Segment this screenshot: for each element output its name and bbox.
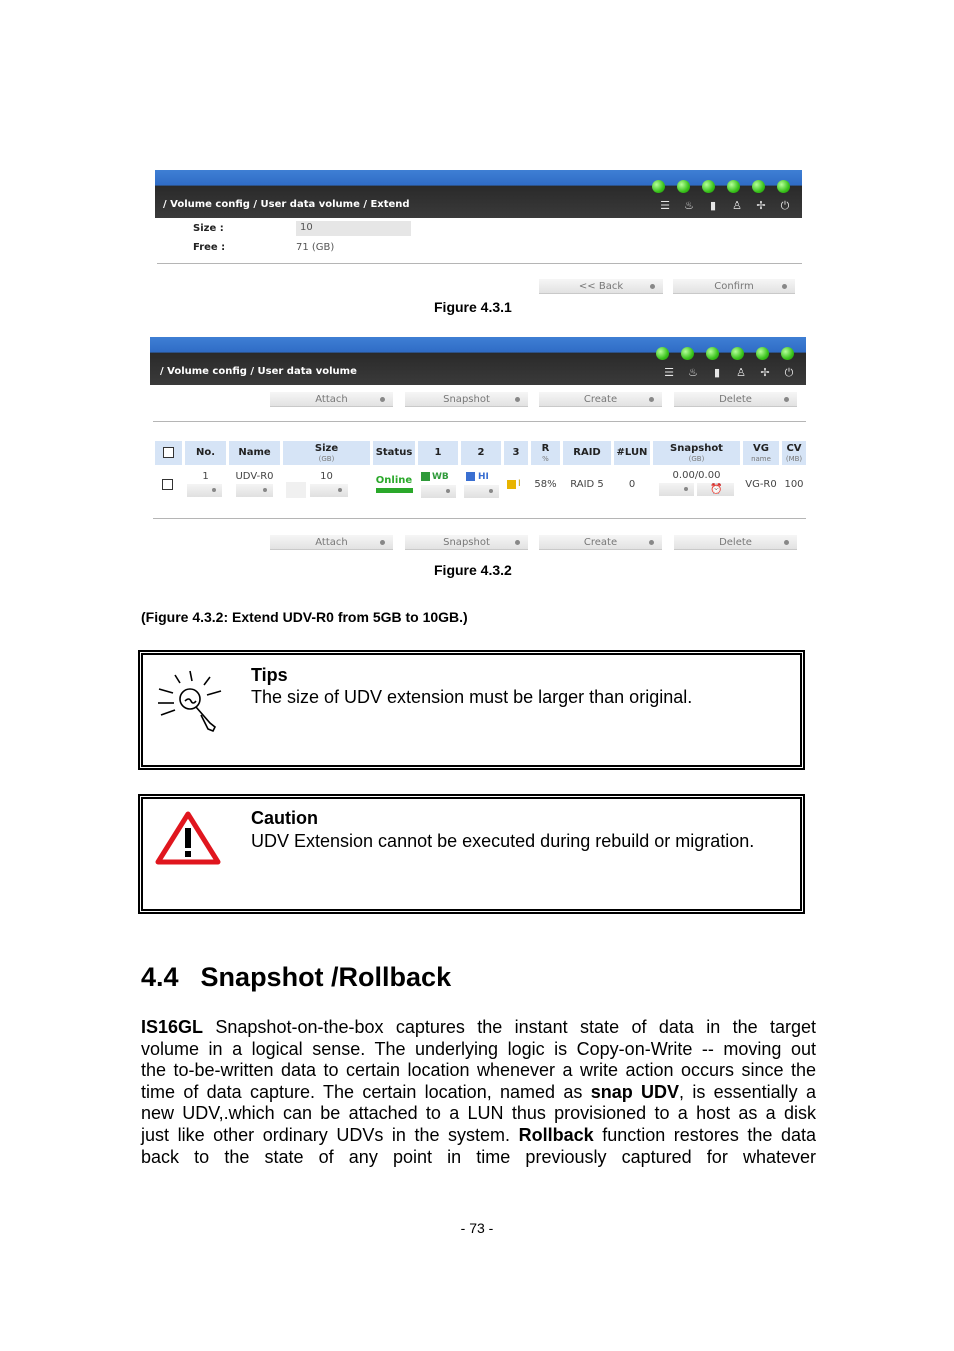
status-led-icon — [727, 180, 740, 193]
no-dropdown[interactable] — [187, 484, 222, 497]
snapshot-button-label: Snapshot — [443, 537, 490, 548]
text-run: the to-be-written data to certain location whenever a write action occurs since the — [141, 1060, 816, 1081]
paragraph-line — [141, 1147, 816, 1169]
column-header-snapshot[interactable] — [653, 441, 740, 465]
column-header-snapshot-unit: (GB) — [688, 455, 705, 463]
create-button-label: Create — [583, 394, 618, 405]
caution-text: UDV Extension cannot be executed during rebuild or migration. — [251, 831, 755, 851]
tips-box — [138, 650, 805, 770]
text-run: , is essentially a — [679, 1081, 816, 1102]
column-header-cv[interactable] — [782, 441, 806, 465]
figure-caption: Figure 4.3.2 — [434, 562, 512, 578]
create-button-bottom[interactable] — [539, 535, 662, 550]
status-leds — [652, 180, 790, 193]
text-run: back to the state of any point in time previously captured for whatever — [141, 1146, 816, 1167]
fan-icon[interactable]: ✢ — [760, 366, 770, 379]
system-icons — [662, 366, 796, 380]
lightbulb-icon — [155, 667, 225, 733]
delete-button-bottom[interactable] — [674, 535, 797, 550]
status-led-icon — [652, 180, 665, 193]
figure2-header-bar — [150, 337, 806, 385]
figure1-header-bar — [155, 170, 802, 218]
system-icons — [658, 199, 792, 213]
figure-note: (Figure 4.3.2: Extend UDV-R0 from 5GB to 10GB.) — [141, 609, 468, 625]
figure-caption: Figure 4.3.1 — [434, 299, 512, 315]
cell-no: 1 — [202, 471, 209, 482]
cell-lun: 0 — [628, 479, 636, 490]
divider — [157, 263, 802, 264]
size-input-value: 10 — [300, 222, 313, 233]
size-input[interactable] — [296, 221, 411, 236]
create-button[interactable] — [539, 392, 662, 407]
thermometer-icon[interactable]: ♨ — [684, 199, 694, 212]
column-header-status[interactable]: Status — [373, 441, 415, 465]
column-header-size[interactable] — [283, 441, 370, 465]
paragraph-line — [141, 1060, 816, 1082]
status-led-icon — [702, 180, 715, 193]
column-header-no[interactable]: No. — [185, 441, 226, 465]
text-run: volume in a logical sense. The underlying logic is Copy-on-Write -- moving out — [141, 1038, 816, 1059]
paragraph-line — [141, 1017, 816, 1039]
power-supply-icon[interactable]: ▮ — [709, 199, 717, 212]
cell-vg-name[interactable]: VG-R0 — [745, 479, 777, 490]
status-led-icon — [781, 347, 794, 360]
back-button[interactable] — [539, 279, 663, 294]
power-supply-icon[interactable]: ▮ — [713, 366, 721, 379]
bold-term: Rollback — [518, 1124, 594, 1145]
text-run: just like other ordinary UDVs in the system. — [141, 1124, 519, 1145]
confirm-button[interactable] — [673, 279, 795, 294]
priority-dropdown[interactable] — [464, 485, 499, 498]
status-led-icon — [677, 180, 690, 193]
snapshot-button[interactable] — [405, 392, 528, 407]
section-number: 4.4 — [141, 962, 179, 992]
column-header-vg-label: VG — [753, 443, 769, 454]
column-header-1[interactable]: 1 — [418, 441, 458, 465]
column-header-vg-unit: name — [751, 455, 771, 463]
size-blank — [286, 482, 306, 498]
cell-name[interactable]: UDV-R0 — [235, 471, 274, 482]
cell-cv: 100 — [784, 479, 804, 490]
status-led-icon — [706, 347, 719, 360]
paragraph-line — [141, 1082, 816, 1104]
paragraph-line — [141, 1125, 816, 1147]
divider — [153, 421, 806, 422]
tips-text: The size of UDV extension must be larger than original. — [251, 687, 693, 707]
column-header-name[interactable]: Name — [229, 441, 280, 465]
status-led-icon — [656, 347, 669, 360]
free-label: Free : — [193, 242, 226, 253]
attach-button-label: Attach — [315, 394, 348, 405]
column-header-r[interactable] — [531, 441, 560, 465]
divider — [153, 518, 806, 519]
column-header-raid[interactable]: RAID — [563, 441, 611, 465]
size-dropdown[interactable] — [310, 484, 348, 497]
size-label: Size : — [193, 223, 224, 234]
text-run: function restores the data — [593, 1124, 816, 1145]
delete-button-label: Delete — [719, 537, 752, 548]
body-paragraph — [141, 1017, 816, 1168]
write-back-icon — [421, 472, 430, 481]
column-header-2[interactable]: 2 — [461, 441, 501, 465]
header-select-all — [155, 441, 182, 465]
create-button-label: Create — [583, 537, 618, 548]
row-checkbox[interactable] — [162, 479, 173, 490]
priority-icon — [466, 472, 475, 481]
column-header-size-label: Size — [314, 443, 339, 454]
status-led-icon — [777, 180, 790, 193]
clock-icon: ⏰ — [710, 484, 723, 495]
bold-term: snap UDV — [590, 1081, 680, 1102]
status-led-icon — [681, 347, 694, 360]
paragraph-line — [141, 1103, 816, 1125]
breadcrumb: / Volume config / User data volume — [160, 366, 357, 377]
warning-icon — [155, 811, 221, 865]
logout-icon[interactable]: ⏻ — [780, 199, 790, 212]
name-dropdown[interactable] — [236, 484, 273, 497]
column-header-r-unit: % — [542, 455, 549, 463]
cell-raid: RAID 5 — [570, 479, 604, 490]
column-header-cv-label: CV — [786, 443, 802, 454]
fan-icon[interactable]: ✢ — [756, 199, 766, 212]
snapshot-dropdown[interactable] — [659, 483, 694, 496]
cell-cache-mode: WB — [432, 472, 449, 482]
snapshot-button-bottom[interactable] — [405, 535, 528, 550]
attach-button[interactable] — [270, 392, 393, 407]
snapshot-schedule-button[interactable] — [697, 483, 734, 496]
status-badge: Online — [375, 475, 413, 486]
column-header-lun[interactable]: #LUN — [614, 441, 650, 465]
paragraph-line — [141, 1039, 816, 1061]
column-header-snapshot-label: Snapshot — [670, 443, 723, 454]
attach-button-label: Attach — [315, 537, 348, 548]
attach-button-bottom[interactable] — [270, 535, 393, 550]
delete-button-label: Delete — [719, 394, 752, 405]
column-header-vg[interactable] — [743, 441, 779, 465]
cell-init: I — [518, 479, 521, 489]
init-icon — [507, 480, 516, 489]
text-run: time of data capture. The certain location, named as — [141, 1081, 591, 1102]
caution-box — [138, 794, 805, 914]
status-leds — [656, 347, 794, 360]
person-icon[interactable]: ♙ — [732, 199, 742, 212]
status-led-icon — [752, 180, 765, 193]
section-title: Snapshot /Rollback — [200, 962, 452, 992]
column-header-cv-unit: (MB) — [785, 455, 803, 463]
section-heading — [141, 962, 451, 993]
text-run: Snapshot-on-the-box captures the instant state of data in the target — [203, 1017, 816, 1037]
cell-priority: HI — [478, 472, 489, 482]
cell-rebuild-percent: 58% — [534, 479, 557, 490]
status-led-icon — [731, 347, 744, 360]
disk-stack-icon[interactable]: ☰ — [660, 199, 670, 212]
person-icon[interactable]: ♙ — [736, 366, 746, 379]
logout-icon[interactable]: ⏻ — [784, 366, 794, 379]
cell-snapshot: 0.00/0.00 — [672, 470, 721, 481]
column-header-size-unit: (GB) — [318, 455, 335, 463]
status-led-icon — [756, 347, 769, 360]
tips-title: Tips — [251, 665, 288, 685]
back-button-label: << Back — [578, 281, 624, 292]
bold-term: IS16GL — [141, 1017, 204, 1037]
caution-title: Caution — [251, 808, 318, 828]
text-run: new UDV,.which can be attached to a LUN thus provisioned to a host as a disk — [141, 1103, 816, 1124]
snapshot-button-label: Snapshot — [443, 394, 490, 405]
delete-button[interactable] — [674, 392, 797, 407]
disk-stack-icon[interactable]: ☰ — [664, 366, 674, 379]
column-header-3[interactable]: 3 — [504, 441, 528, 465]
column-header-r-label: R — [541, 443, 550, 454]
free-value: 71 (GB) — [296, 242, 335, 253]
thermometer-icon[interactable]: ♨ — [688, 366, 698, 379]
page-number: - 73 - — [460, 1220, 494, 1236]
confirm-button-label: Confirm — [714, 281, 754, 292]
cache-dropdown[interactable] — [421, 485, 456, 498]
status-bar — [376, 488, 413, 493]
cell-size: 10 — [320, 471, 333, 482]
select-all-checkbox[interactable] — [163, 447, 174, 458]
breadcrumb: / Volume config / User data volume / Extend — [163, 199, 410, 210]
